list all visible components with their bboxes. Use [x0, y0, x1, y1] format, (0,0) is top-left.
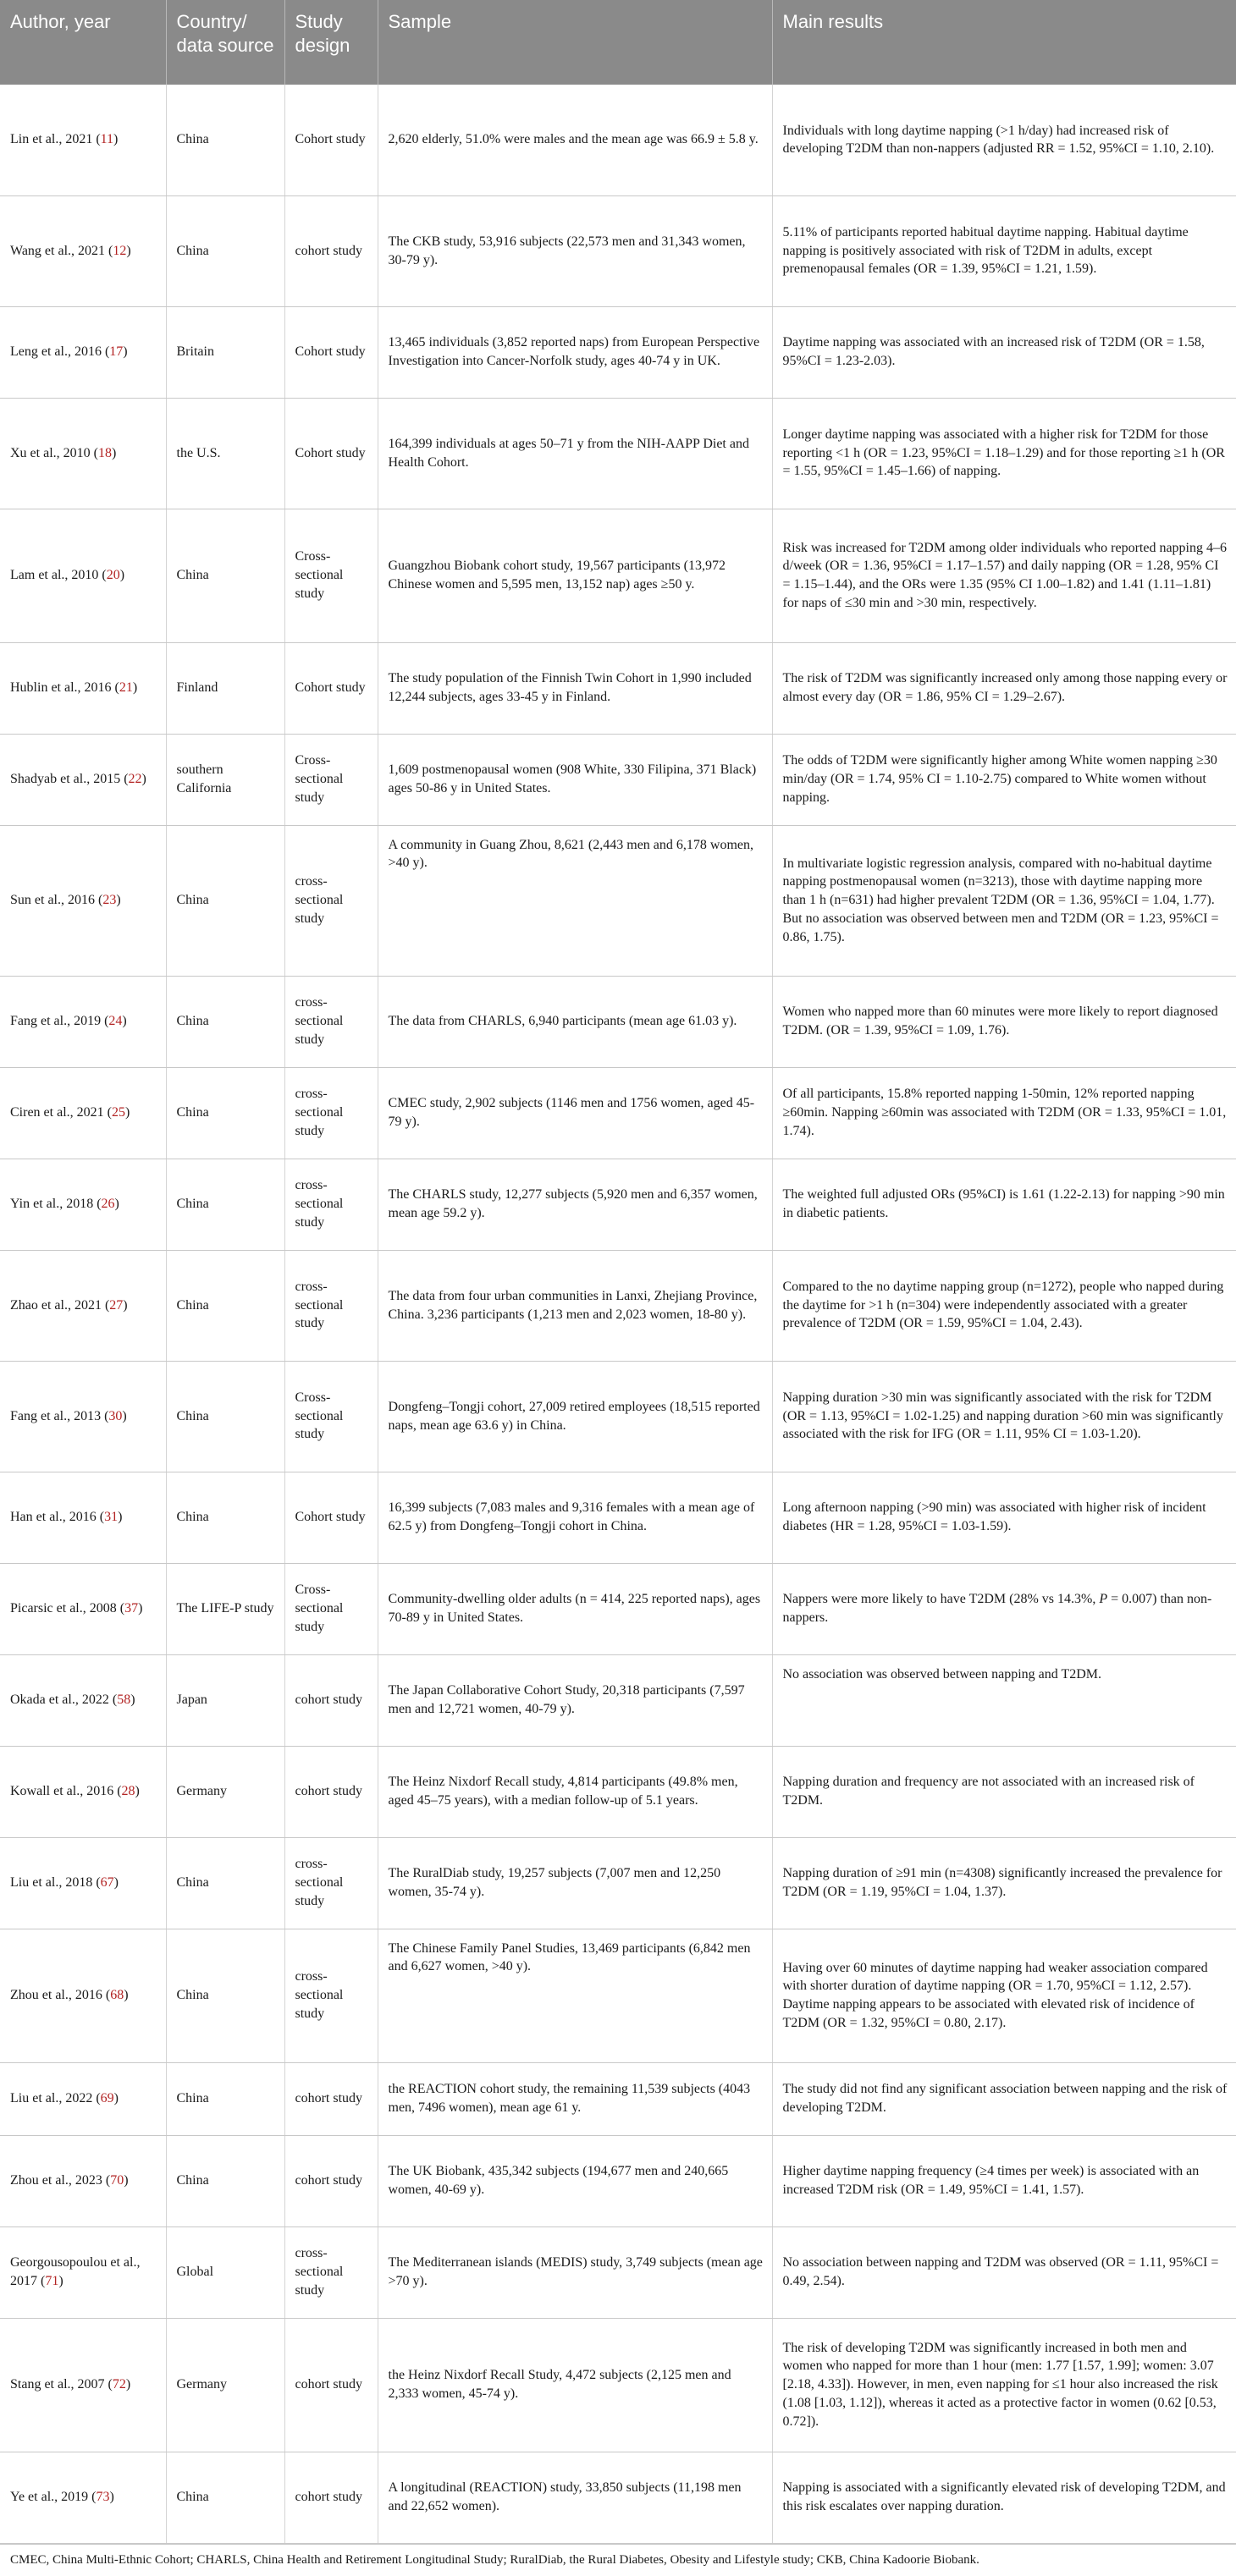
cell-design: cohort study — [284, 2135, 378, 2226]
cell-author: Hublin et al., 2016 (21) — [0, 642, 166, 734]
cell-sample: Dongfeng–Tongji cohort, 27,009 retired employees (18,515 reported naps, mean age 63.6 y) in China. — [378, 1361, 772, 1472]
cell-result: The study did not find any significant association between napping and the risk of developing T2DM. — [772, 2062, 1236, 2135]
cell-design: cross-sectional study — [284, 1159, 378, 1250]
table-row — [0, 1929, 1236, 2062]
cell-author: Fang et al., 2019 (24) — [0, 976, 166, 1067]
author-name: Lam et al., 2010 — [10, 568, 99, 583]
cell-country: China — [166, 1837, 284, 1929]
cell-result: Women who napped more than 60 minutes were more likely to report diagnosed T2DM. (OR = 1.39, 95%CI = 1.09, 1.76). — [772, 976, 1236, 1067]
cell-result: Daytime napping was associated with an increased risk of T2DM (OR = 1.58, 95%CI = 1.23-2.03). — [772, 306, 1236, 398]
cell-country: the U.S. — [166, 398, 284, 509]
cell-country: China — [166, 2062, 284, 2135]
cell-author: Fang et al., 2013 (30) — [0, 1361, 166, 1472]
cell-country: China — [166, 1250, 284, 1361]
table-row — [0, 1067, 1236, 1159]
cell-sample: CMEC study, 2,902 subjects (1146 men and 1756 women, aged 45-79 y). — [378, 1067, 772, 1159]
table-body — [0, 85, 1236, 2543]
cell-sample: The UK Biobank, 435,342 subjects (194,677 men and 240,665 women, 40-69 y). — [378, 2135, 772, 2226]
reference-link[interactable]: 72 — [112, 2377, 126, 2392]
cell-design: cross-sectional study — [284, 1929, 378, 2062]
table-row — [0, 1746, 1236, 1837]
author-name: Yin et al., 2018 — [10, 1197, 94, 1212]
author-name: Wang et al., 2021 — [10, 243, 106, 258]
cell-sample: Guangzhou Biobank cohort study, 19,567 participants (13,972 Chinese women and 5,595 men, 13,152 nap) ages ≥50 y. — [378, 509, 772, 642]
cell-sample: The Heinz Nixdorf Recall study, 4,814 participants (49.8% men, aged 45–75 years), with a median follow-up of 5.1 years. — [378, 1746, 772, 1837]
cell-design: cross-sectional study — [284, 2226, 378, 2318]
author-name: Ye et al., 2019 — [10, 2490, 89, 2505]
table-row — [0, 1472, 1236, 1563]
reference-link[interactable]: 67 — [100, 1875, 114, 1891]
cell-author: Leng et al., 2016 (17) — [0, 306, 166, 398]
cell-sample: 1,609 postmenopausal women (908 White, 330 Filipina, 371 Black) ages 50-86 y in United States. — [378, 734, 772, 825]
cell-design: Cohort study — [284, 306, 378, 398]
table-row — [0, 1654, 1236, 1746]
cell-author: Zhou et al., 2023 (70) — [0, 2135, 166, 2226]
cell-author: Kowall et al., 2016 (28) — [0, 1746, 166, 1837]
cell-sample: the REACTION cohort study, the remaining 11,539 subjects (4043 men, 7496 women), mean age 61 y. — [378, 2062, 772, 2135]
author-name: Kowall et al., 2016 — [10, 1784, 114, 1799]
table-header — [0, 0, 1236, 85]
cell-author: Ye et al., 2019 (73) — [0, 2452, 166, 2543]
cell-result: Napping duration and frequency are not associated with an increased risk of T2DM. — [772, 1746, 1236, 1837]
author-name: Liu et al., 2022 — [10, 2091, 93, 2106]
cell-country: Britain — [166, 306, 284, 398]
cell-author: Liu et al., 2018 (67) — [0, 1837, 166, 1929]
author-name: Stang et al., 2007 — [10, 2377, 105, 2392]
cell-design: Cohort study — [284, 85, 378, 195]
cell-result: Long afternoon napping (>90 min) was associated with higher risk of incident diabetes (HR = 1.28, 95%CI = 1.03-1.59). — [772, 1472, 1236, 1563]
cell-design: Cohort study — [284, 642, 378, 734]
cell-design: Cross-sectional study — [284, 1563, 378, 1654]
author-name: Picarsic et al., 2008 — [10, 1601, 117, 1616]
cell-sample: the Heinz Nixdorf Recall Study, 4,472 subjects (2,125 men and 2,333 women, 45-74 y). — [378, 2318, 772, 2452]
table-footnote: CMEC, China Multi-Ethnic Cohort; CHARLS, China Health and Retirement Longitudinal Study; RuralDiab, the Rural Diabetes, Obesity and Lifestyle study; CKB, China Kadoorie Biobank. — [0, 2544, 1236, 2576]
header-sample: Sample — [378, 0, 772, 85]
table-row — [0, 1250, 1236, 1361]
reference-link[interactable]: 68 — [110, 1988, 124, 2003]
cell-design: cohort study — [284, 195, 378, 306]
cell-result: Of all participants, 15.8% reported napping 1-50min, 12% reported napping ≥60min. Napping ≥60min was associated with T2DM (OR = 1.33, 95%CI = 1.01, 1.74). — [772, 1067, 1236, 1159]
cell-country: China — [166, 85, 284, 195]
table-row — [0, 1159, 1236, 1250]
cell-design: Cross-sectional study — [284, 734, 378, 825]
cell-author: Georgousopoulou et al., 2017 (71) — [0, 2226, 166, 2318]
reference-link[interactable]: 58 — [117, 1693, 131, 1708]
reference-link[interactable]: 70 — [110, 2173, 124, 2188]
header-author: Author, year — [0, 0, 166, 85]
author-name: Ciren et al., 2021 — [10, 1105, 104, 1120]
cell-country: Finland — [166, 642, 284, 734]
cell-country: China — [166, 2452, 284, 2543]
cell-country: The LIFE-P study — [166, 1563, 284, 1654]
table-row — [0, 306, 1236, 398]
reference-link[interactable]: 69 — [100, 2091, 114, 2106]
cell-result: Napping duration >30 min was significantly associated with the risk for T2DM (OR = 1.13, 95%CI = 1.02-1.25) and napping duration >60 min was significantly associated with the risk for IFG (OR = 1.11, 95% CI = 1.03-1.20). — [772, 1361, 1236, 1472]
cell-design: Cohort study — [284, 398, 378, 509]
author-name: Sun et al., 2016 — [10, 893, 95, 908]
table-row — [0, 2318, 1236, 2452]
cell-author: Zhou et al., 2016 (68) — [0, 1929, 166, 2062]
cell-sample: The data from four urban communities in Lanxi, Zhejiang Province, China. 3,236 participants (1,213 men and 2,023 women, 18-80 y). — [378, 1250, 772, 1361]
table-row — [0, 2452, 1236, 2543]
cell-result: Nappers were more likely to have T2DM (28% vs 14.3%, P = 0.007) than non-nappers. — [772, 1563, 1236, 1654]
cell-author: Ciren et al., 2021 (25) — [0, 1067, 166, 1159]
author-name: Okada et al., 2022 — [10, 1693, 109, 1708]
reference-link[interactable]: 30 — [108, 1408, 123, 1423]
table-row — [0, 195, 1236, 306]
cell-design: cross-sectional study — [284, 1067, 378, 1159]
cell-country: China — [166, 1159, 284, 1250]
reference-link[interactable]: 25 — [111, 1105, 125, 1120]
cell-country: China — [166, 509, 284, 642]
cell-author: Stang et al., 2007 (72) — [0, 2318, 166, 2452]
author-name: Shadyab et al., 2015 — [10, 772, 121, 787]
author-name: Fang et al., 2013 — [10, 1408, 102, 1423]
author-name: Xu et al., 2010 — [10, 445, 91, 460]
cell-country: southern California — [166, 734, 284, 825]
author-name: Han et al., 2016 — [10, 1510, 97, 1525]
author-name: Zhou et al., 2016 — [10, 1988, 102, 2003]
cell-sample: 2,620 elderly, 51.0% were males and the mean age was 66.9 ± 5.8 y. — [378, 85, 772, 195]
reference-link[interactable]: 23 — [102, 893, 117, 908]
cell-design: cohort study — [284, 2452, 378, 2543]
cell-author: Lam et al., 2010 (20) — [0, 509, 166, 642]
cell-design: Cohort study — [284, 1472, 378, 1563]
reference-link[interactable]: 21 — [119, 680, 133, 696]
table-row — [0, 2062, 1236, 2135]
reference-link[interactable]: 12 — [113, 243, 127, 258]
author-name: Zhou et al., 2023 — [10, 2173, 102, 2188]
table-row — [0, 2135, 1236, 2226]
reference-link[interactable]: 20 — [106, 568, 120, 583]
author-name: Georgousopoulou et al., 2017 — [10, 2255, 141, 2288]
cell-sample: The Chinese Family Panel Studies, 13,469 participants (6,842 men and 6,627 women, >40 y). — [378, 1929, 772, 2062]
reference-link[interactable]: 71 — [45, 2274, 59, 2288]
cell-country: China — [166, 1361, 284, 1472]
cell-sample: The Mediterranean islands (MEDIS) study, 3,749 subjects (mean age >70 y). — [378, 2226, 772, 2318]
table-row — [0, 1361, 1236, 1472]
cell-result: Risk was increased for T2DM among older individuals who reported napping 4–6 d/week (OR = 1.36, 95%CI = 1.17–1.57) and daily napping (OR = 1.28, 95% CI = 1.15–1.44), and the ORs were 1.35 (95% CI 1.00–1.82) and 1.41 (1.11–1.81) for naps of ≤30 min and >30 min, respectively. — [772, 509, 1236, 642]
author-name: Leng et al., 2016 — [10, 344, 102, 360]
cell-country: Germany — [166, 2318, 284, 2452]
cell-country: Germany — [166, 1746, 284, 1837]
cell-sample: 16,399 subjects (7,083 males and 9,316 females with a mean age of 62.5 y) from Dongfeng–Tongji cohort in China. — [378, 1472, 772, 1563]
reference-link[interactable]: 28 — [121, 1784, 135, 1799]
cell-author: Picarsic et al., 2008 (37) — [0, 1563, 166, 1654]
cell-result: Napping duration of ≥91 min (n=4308) significantly increased the prevalence for T2DM (OR = 1.19, 95%CI = 1.04, 1.37). — [772, 1837, 1236, 1929]
reference-link[interactable]: 27 — [109, 1297, 124, 1313]
reference-link[interactable]: 11 — [100, 132, 114, 147]
table-row — [0, 1837, 1236, 1929]
table-row — [0, 1563, 1236, 1654]
reference-link[interactable]: 18 — [97, 445, 112, 460]
table-row — [0, 85, 1236, 195]
cell-sample: 164,399 individuals at ages 50–71 y from the NIH-AAPP Diet and Health Cohort. — [378, 398, 772, 509]
cell-country: China — [166, 195, 284, 306]
cell-sample: The RuralDiab study, 19,257 subjects (7,007 men and 12,250 women, 35-74 y). — [378, 1837, 772, 1929]
cell-author: Shadyab et al., 2015 (22) — [0, 734, 166, 825]
cell-sample: The study population of the Finnish Twin Cohort in 1,990 included 12,244 subjects, ages 33-45 y in Finland. — [378, 642, 772, 734]
cell-country: Global — [166, 2226, 284, 2318]
cell-sample: 13,465 individuals (3,852 reported naps) from European Perspective Investigation into Cancer-Norfolk study, ages 40-74 y in UK. — [378, 306, 772, 398]
cell-author: Lin et al., 2021 (11) — [0, 85, 166, 195]
cell-author: Zhao et al., 2021 (27) — [0, 1250, 166, 1361]
cell-design: cross-sectional study — [284, 825, 378, 976]
reference-link[interactable]: 26 — [101, 1197, 115, 1212]
cell-result: Napping is associated with a significantly elevated risk of developing T2DM, and this risk escalates over napping duration. — [772, 2452, 1236, 2543]
cell-country: China — [166, 1929, 284, 2062]
cell-result: No association between napping and T2DM was observed (OR = 1.11, 95%CI = 0.49, 2.54). — [772, 2226, 1236, 2318]
table-row — [0, 2226, 1236, 2318]
table-row — [0, 509, 1236, 642]
header-country: Country/ data source — [166, 0, 284, 85]
table-row — [0, 398, 1236, 509]
cell-design: cohort study — [284, 2062, 378, 2135]
cell-result: Having over 60 minutes of daytime napping had weaker association compared with shorter duration of daytime napping (OR = 1.70, 95%CI = 1.12, 2.57). Daytime napping appears to be associated with elevated risk of incidence of T2DM (OR = 1.32, 95%CI = 0.80, 2.17). — [772, 1929, 1236, 2062]
cell-country: China — [166, 976, 284, 1067]
cell-country: China — [166, 1067, 284, 1159]
cell-author: Han et al., 2016 (31) — [0, 1472, 166, 1563]
cell-country: Japan — [166, 1654, 284, 1746]
cell-design: cross-sectional study — [284, 1250, 378, 1361]
cell-design: Cross-sectional study — [284, 1361, 378, 1472]
cell-author: Okada et al., 2022 (58) — [0, 1654, 166, 1746]
cell-design: cross-sectional study — [284, 1837, 378, 1929]
cell-sample: The CHARLS study, 12,277 subjects (5,920 men and 6,357 women, mean age 59.2 y). — [378, 1159, 772, 1250]
cell-sample: The data from CHARLS, 6,940 participants (mean age 61.03 y). — [378, 976, 772, 1067]
author-name: Hublin et al., 2016 — [10, 680, 112, 696]
cell-country: China — [166, 825, 284, 976]
cell-result: Higher daytime napping frequency (≥4 times per week) is associated with an increased T2DM risk (OR = 1.49, 95%CI = 1.41, 1.57). — [772, 2135, 1236, 2226]
reference-link[interactable]: 37 — [124, 1601, 139, 1616]
cell-design: cohort study — [284, 2318, 378, 2452]
cell-result: The odds of T2DM were significantly higher among White women napping ≥30 min/day (OR = 1.74, 95% CI = 1.10-2.75) compared to White women without napping. — [772, 734, 1236, 825]
cell-design: cohort study — [284, 1654, 378, 1746]
cell-result: Compared to the no daytime napping group (n=1272), people who napped during the daytime for >1 h (n=304) were independently associated with a greater prevalence of T2DM (OR = 1.59, 95%CI = 1.04, 2.43). — [772, 1250, 1236, 1361]
reference-link[interactable]: 17 — [109, 344, 124, 360]
cell-author: Xu et al., 2010 (18) — [0, 398, 166, 509]
cell-result: Longer daytime napping was associated with a higher risk for T2DM for those reporting <1 h (OR = 1.23, 95%CI = 1.18–1.29) and for those reporting ≥1 h (OR = 1.55, 95%CI = 1.45–1.66) of napping. — [772, 398, 1236, 509]
author-name: Lin et al., 2021 — [10, 132, 93, 147]
cell-sample: A longitudinal (REACTION) study, 33,850 subjects (11,198 men and 22,652 women). — [378, 2452, 772, 2543]
reference-link[interactable]: 24 — [108, 1014, 123, 1029]
cell-author: Yin et al., 2018 (26) — [0, 1159, 166, 1250]
cell-result: The risk of T2DM was significantly increased only among those napping every or almost every day (OR = 1.86, 95% CI = 1.29–2.67). — [772, 642, 1236, 734]
cell-design: Cross-sectional study — [284, 509, 378, 642]
cell-sample: The Japan Collaborative Cohort Study, 20,318 participants (7,597 men and 12,721 women, 40-79 y). — [378, 1654, 772, 1746]
author-name: Zhao et al., 2021 — [10, 1297, 102, 1313]
cell-sample: The CKB study, 53,916 subjects (22,573 men and 31,343 women, 30-79 y). — [378, 195, 772, 306]
p-symbol: P — [1099, 1592, 1108, 1607]
cell-sample: A community in Guang Zhou, 8,621 (2,443 men and 6,178 women, >40 y). — [378, 825, 772, 976]
cell-author: Liu et al., 2022 (69) — [0, 2062, 166, 2135]
reference-link[interactable]: 73 — [96, 2490, 110, 2505]
table-row — [0, 642, 1236, 734]
cell-result: 5.11% of participants reported habitual daytime napping. Habitual daytime napping is positively associated with risk of T2DM in adults, except premenopausal females (OR = 1.39, 95%CI = 1.21, 1.59). — [772, 195, 1236, 306]
cell-author: Wang et al., 2021 (12) — [0, 195, 166, 306]
table-row — [0, 734, 1236, 825]
table-row — [0, 976, 1236, 1067]
cell-sample: Community-dwelling older adults (n = 414, 225 reported naps), ages 70-89 y in United States. — [378, 1563, 772, 1654]
cell-design: cohort study — [284, 1746, 378, 1837]
cell-result: In multivariate logistic regression analysis, compared with no-habitual daytime napping postmenopausal women (n=3213), those with daytime napping more than 1 h (n=631) had higher prevalent T2DM (OR = 1.36, 95%CI = 1.04, 1.77). But no association was observed between men and T2DM (OR = 1.23, 95%CI = 0.86, 1.75). — [772, 825, 1236, 976]
cell-design: cross-sectional study — [284, 976, 378, 1067]
reference-link[interactable]: 22 — [128, 772, 142, 787]
reference-link[interactable]: 31 — [104, 1510, 119, 1525]
author-name: Fang et al., 2019 — [10, 1014, 102, 1029]
cell-author: Sun et al., 2016 (23) — [0, 825, 166, 976]
header-design: Study design — [284, 0, 378, 85]
cell-result: No association was observed between napping and T2DM. — [772, 1654, 1236, 1746]
cell-country: China — [166, 2135, 284, 2226]
cell-result: The weighted full adjusted ORs (95%CI) is 1.61 (1.22-2.13) for napping >90 min in diabetic patients. — [772, 1159, 1236, 1250]
table-row — [0, 825, 1236, 976]
cell-result: The risk of developing T2DM was significantly increased in both men and women who napped for more than 1 hour (men: 1.77 [1.57, 1.99]; women: 3.07 [2.18, 4.33]). However, in men, even napping for ≤1 hour also increased the risk (1.08 [1.03, 1.12]), whereas it acted as a protective factor in women (0.62 [0.53, 0.72]). — [772, 2318, 1236, 2452]
cell-result: Individuals with long daytime napping (>1 h/day) had increased risk of developing T2DM than non-nappers (adjusted RR = 1.52, 95%CI = 1.10, 2.10). — [772, 85, 1236, 195]
author-name: Liu et al., 2018 — [10, 1875, 93, 1891]
header-results: Main results — [772, 0, 1236, 85]
cell-country: China — [166, 1472, 284, 1563]
